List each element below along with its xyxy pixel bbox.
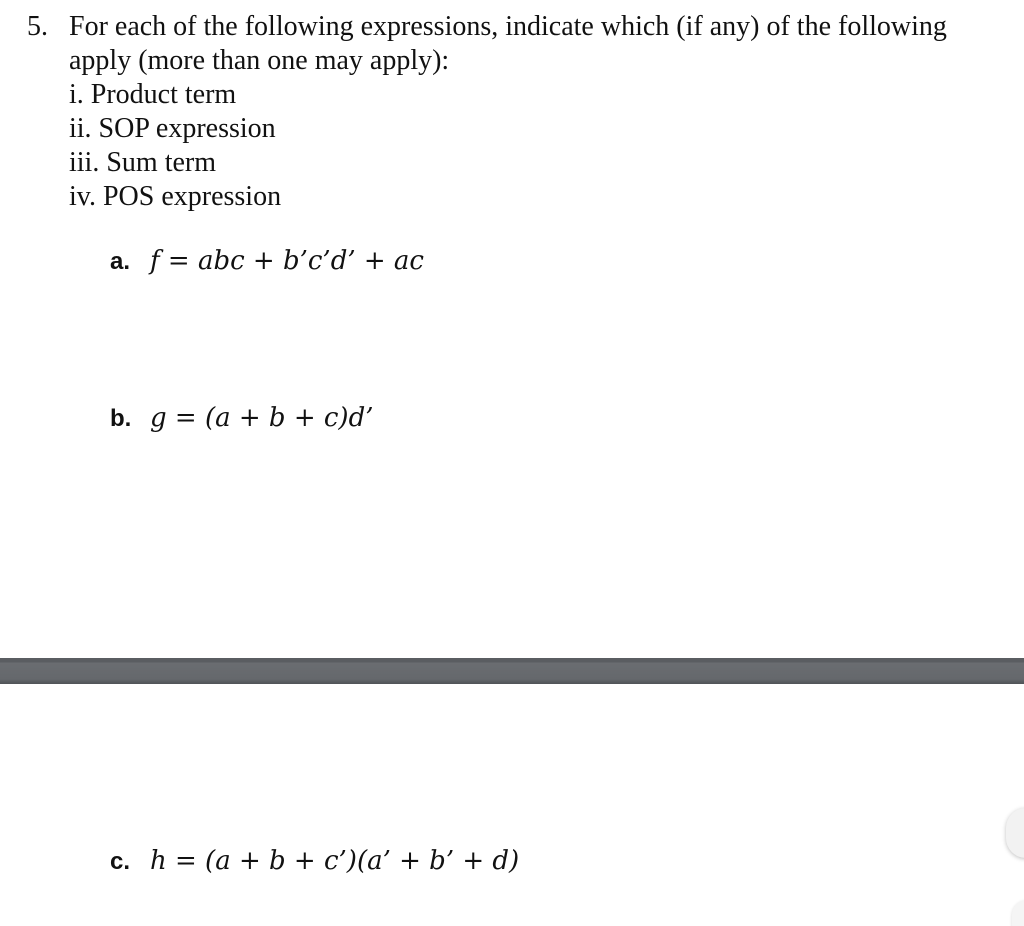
sub-question-c-label: c.	[110, 848, 131, 875]
document-page-bottom	[0, 684, 1024, 926]
question-number: 5.	[27, 11, 48, 42]
sub-question-b	[110, 403, 374, 433]
expression-f: f = abc + b’c’d’ + ac	[150, 246, 424, 276]
page-divider	[0, 658, 1024, 684]
sub-question-c	[110, 846, 519, 876]
question-stem: For each of the following expressions, indicate which (if any) of the following apply (more than one may apply):	[69, 11, 947, 76]
option-sum-term: iii. Sum term	[69, 147, 216, 178]
option-list	[69, 78, 281, 214]
option-sop-expression: ii. SOP expression	[69, 113, 276, 144]
sub-question-a-label: a.	[110, 248, 131, 275]
option-pos-expression: iv. POS expression	[69, 181, 282, 212]
expression-h: h = (a + b + c’)(a’ + b’ + d)	[150, 846, 520, 876]
sub-question-a	[110, 246, 424, 276]
expression-g: g = (a + b + c)d’	[150, 403, 374, 433]
sub-question-b-label: b.	[110, 405, 132, 432]
option-product-term: i. Product term	[69, 79, 237, 110]
